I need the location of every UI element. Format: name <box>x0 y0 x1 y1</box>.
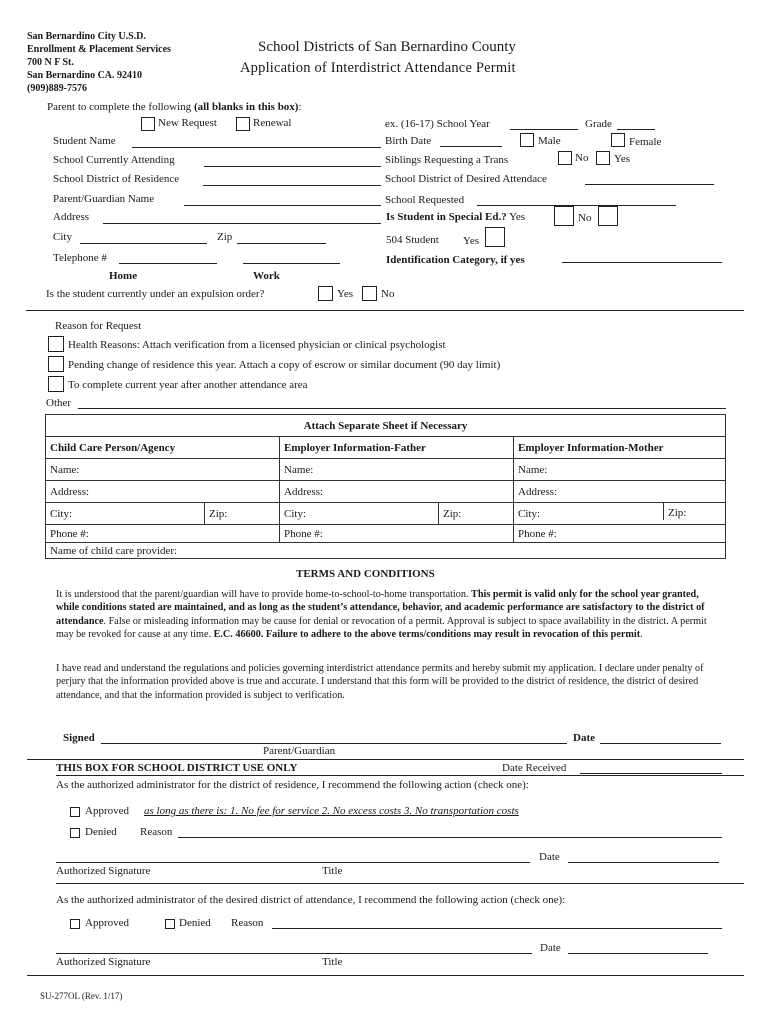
identification-label: Identification Category, if yes <box>386 254 525 266</box>
other-label: Other <box>46 397 72 409</box>
father-address-cell[interactable]: Address: <box>280 481 514 503</box>
birth-date-label: Birth Date <box>385 135 432 147</box>
father-zip-cell[interactable]: Zip: <box>439 503 514 525</box>
grade-field[interactable] <box>617 129 655 130</box>
address-line: San Bernardino CA. 92410 <box>27 70 143 81</box>
special-ed-question: Is Student in Special Ed.? <box>386 211 507 223</box>
employer-table <box>45 414 726 559</box>
female-label: Female <box>629 136 662 148</box>
terms-p1-e: . <box>640 628 643 640</box>
female-checkbox[interactable] <box>611 133 625 147</box>
father-phone-cell[interactable]: Phone #: <box>280 525 514 543</box>
terms-p1-a: It is understood that the parent/guardian will have to provide home-to-school-to-home transportation. <box>56 589 472 600</box>
residence-divider <box>56 883 744 884</box>
parent-guardian-caption: Parent/Guardian <box>263 745 336 757</box>
district-use-heading: THIS BOX FOR SCHOOL DISTRICT USE ONLY <box>56 762 298 774</box>
siblings-yes-label: Yes <box>614 153 631 165</box>
address-line: (909)889-7576 <box>27 83 87 94</box>
residence-date-field[interactable] <box>568 862 719 863</box>
mother-address-cell[interactable]: Address: <box>514 481 726 503</box>
parent-name-label: Parent/Guardian Name <box>53 193 155 205</box>
special-ed-no-label: No <box>578 212 592 224</box>
district-residence-field[interactable] <box>203 185 381 186</box>
desired-reason-field[interactable] <box>272 928 722 929</box>
residence-approved-checkbox[interactable] <box>70 807 80 817</box>
city-field[interactable] <box>80 243 207 244</box>
telephone-label: Telephone # <box>53 252 107 264</box>
health-reasons-label: Health Reasons: Attach verification from a licensed physician or clinical psychologist <box>68 339 446 351</box>
instruction-post: : <box>298 101 302 113</box>
instruction-bold: (all blanks in this box) <box>193 101 299 113</box>
reason-heading: Reason for Request <box>55 320 142 332</box>
header-address <box>27 30 171 95</box>
new-request-checkbox[interactable] <box>141 117 155 131</box>
school-requested-field[interactable] <box>477 205 676 206</box>
mother-city-cell[interactable] <box>514 503 726 525</box>
desired-date-field[interactable] <box>568 953 708 954</box>
residence-denied-label: Denied <box>85 826 117 838</box>
address-field[interactable] <box>103 223 381 224</box>
child-care-provider-cell[interactable]: Name of child care provider: <box>46 543 726 559</box>
siblings-yes-checkbox[interactable] <box>596 151 610 165</box>
desired-approved-label: Approved <box>85 917 129 929</box>
desired-denied-label: Denied <box>179 917 211 929</box>
residence-reason-field[interactable] <box>178 837 722 838</box>
signed-label: Signed <box>63 732 95 744</box>
header-child-care: Child Care Person/Agency <box>46 437 280 459</box>
mother-name-cell[interactable]: Name: <box>514 459 726 481</box>
county-heading: School Districts of San Bernardino County <box>258 39 516 55</box>
special-ed-yes-checkbox[interactable] <box>554 206 574 226</box>
school-currently-label: School Currently Attending <box>53 154 175 166</box>
zip-field[interactable] <box>237 243 326 244</box>
header-father: Employer Information-Father <box>280 437 514 459</box>
male-checkbox[interactable] <box>520 133 534 147</box>
attach-note: Attach Separate Sheet if Necessary <box>46 415 726 437</box>
approved-conditions: as long as there is: 1. No fee for service 2. No excess costs 3. No transportation costs <box>144 805 519 817</box>
complete-year-label: To complete current year after another attendance area <box>68 379 308 391</box>
address-line: Enrollment & Placement Services <box>27 44 171 55</box>
student-504-yes-label: Yes <box>463 235 480 247</box>
district-box-rule <box>56 775 744 776</box>
school-requested-label: School Requested <box>385 194 465 206</box>
telephone-work-field[interactable] <box>243 263 340 264</box>
mother-phone-cell[interactable]: Phone #: <box>514 525 726 543</box>
address-label: Address <box>53 211 90 223</box>
mother-zip-label: Zip: <box>663 503 686 520</box>
birth-date-field[interactable] <box>440 146 502 147</box>
terms-p1-b: This permit is valid only for the school year granted, while conditions stated are maintained, and as long as the student’s attendance, behavior, and academic performance are satisfactory to the district of attendance <box>56 589 705 627</box>
residence-signature-field[interactable] <box>56 862 530 863</box>
home-label: Home <box>109 270 138 282</box>
identification-field[interactable] <box>562 262 722 263</box>
residence-approved-label: Approved <box>85 805 129 817</box>
header-mother: Employer Information-Mother <box>514 437 726 459</box>
zip-label: Zip <box>217 231 233 243</box>
date-received-label: Date Received <box>502 762 567 774</box>
district-desired-field[interactable] <box>585 184 714 185</box>
school-year-field[interactable] <box>510 129 578 130</box>
signed-date-field[interactable] <box>600 743 721 744</box>
residence-title-caption: Title <box>322 865 343 877</box>
student-name-field[interactable] <box>132 147 381 148</box>
expulsion-question: Is the student currently under an expulsion order? <box>46 288 265 300</box>
grade-label: Grade <box>585 118 612 130</box>
section-divider <box>26 310 744 311</box>
renewal-label: Renewal <box>253 117 292 129</box>
desired-denied-checkbox[interactable] <box>165 919 175 929</box>
siblings-label: Siblings Requesting a Trans <box>385 154 509 166</box>
child-care-address-cell[interactable]: Address: <box>46 481 280 503</box>
page-title: Application of Interdistrict Attendance Permit <box>240 60 516 76</box>
expulsion-yes-checkbox[interactable] <box>318 286 333 301</box>
telephone-home-field[interactable] <box>119 263 217 264</box>
signed-date-label: Date <box>573 732 595 744</box>
desired-signature-field[interactable] <box>56 953 532 954</box>
expulsion-no-label: No <box>381 288 395 300</box>
pending-change-checkbox[interactable] <box>48 356 64 372</box>
instruction-pre: Parent to complete the following <box>47 101 194 113</box>
desired-title-caption: Title <box>322 956 343 968</box>
parent-instruction <box>47 101 302 113</box>
other-field[interactable] <box>78 408 726 409</box>
father-city-cell[interactable]: City: <box>280 503 439 525</box>
male-label: Male <box>538 135 561 147</box>
school-currently-field[interactable] <box>204 166 381 167</box>
residence-admin-text: As the authorized administrator for the district of residence, I recommend the following action (check one): <box>56 779 529 791</box>
child-care-phone-cell[interactable]: Phone #: <box>46 525 280 543</box>
district-box-top-border <box>27 759 744 760</box>
terms-heading: TERMS AND CONDITIONS <box>296 568 435 580</box>
residence-date-label: Date <box>539 851 560 863</box>
siblings-no-label: No <box>575 152 589 164</box>
father-name-cell[interactable]: Name: <box>280 459 514 481</box>
desired-approved-checkbox[interactable] <box>70 919 80 929</box>
expulsion-yes-label: Yes <box>337 288 354 300</box>
student-504-label: 504 Student <box>386 234 439 246</box>
address-line: San Bernardino City U.S.D. <box>27 31 146 42</box>
child-care-zip-cell[interactable]: Zip: <box>205 503 280 525</box>
district-box-bottom-border <box>27 975 744 976</box>
parent-signature-field[interactable] <box>101 743 567 744</box>
mother-city-label: City: <box>518 507 541 520</box>
work-label: Work <box>253 270 280 282</box>
date-received-field[interactable] <box>580 773 722 774</box>
residence-auth-sig-caption: Authorized Signature <box>56 865 151 877</box>
siblings-no-checkbox[interactable] <box>558 151 572 165</box>
form-number: SU-277OL (Rev. 1/17) <box>40 991 123 1001</box>
desired-auth-sig-caption: Authorized Signature <box>56 956 151 968</box>
parent-name-field[interactable] <box>184 205 381 206</box>
terms-p1-d: E.C. 46600. Failure to adhere to the above terms/conditions may result in revocation of this permit <box>213 628 641 640</box>
terms-paragraph-2: I have read and understand the regulations and policies governing interdistrict attendance permits and hereby submit my application. I declare under penalty of perjury that the information provided above is true and accurate. I understand that this form will be provided to the district of residence, the district of desired attendance, and that the information provided is subject to verification. <box>56 663 704 701</box>
special-ed-label <box>386 211 525 223</box>
special-ed-no-checkbox[interactable] <box>598 206 618 226</box>
terms-p1-c: . False or misleading information may be cause for denial or revocation of a permit. Approval is subject to space availability in the district. A permit may be revoked for cause at any time. <box>56 615 707 640</box>
renewal-checkbox[interactable] <box>236 117 250 131</box>
terms-paragraph-1 <box>56 588 712 641</box>
residence-reason-label: Reason <box>140 826 173 838</box>
child-care-city-cell[interactable]: City: <box>46 503 205 525</box>
school-year-label: ex. (16-17) School Year <box>385 118 490 130</box>
student-name-label: Student Name <box>53 135 116 147</box>
desired-reason-label: Reason <box>231 917 264 929</box>
complete-year-checkbox[interactable] <box>48 376 64 392</box>
district-residence-label: School District of Residence <box>53 173 180 185</box>
district-desired-label: School District of Desired Attendace <box>385 173 547 185</box>
new-request-label: New Request <box>158 117 217 129</box>
residence-denied-checkbox[interactable] <box>70 828 80 838</box>
special-ed-yes-label: Yes <box>509 211 526 223</box>
address-line: 700 N F St. <box>27 57 74 68</box>
desired-date-label: Date <box>540 942 561 954</box>
city-label: City <box>53 231 72 243</box>
desired-admin-text: As the authorized administrator of the desired district of attendance, I recommend the following action (check one): <box>56 894 566 906</box>
expulsion-no-checkbox[interactable] <box>362 286 377 301</box>
student-504-checkbox[interactable] <box>485 227 505 247</box>
pending-change-label: Pending change of residence this year. Attach a copy of escrow or similar document (90 day limit) <box>68 359 501 371</box>
child-care-name-cell[interactable]: Name: <box>46 459 280 481</box>
health-reasons-checkbox[interactable] <box>48 336 64 352</box>
